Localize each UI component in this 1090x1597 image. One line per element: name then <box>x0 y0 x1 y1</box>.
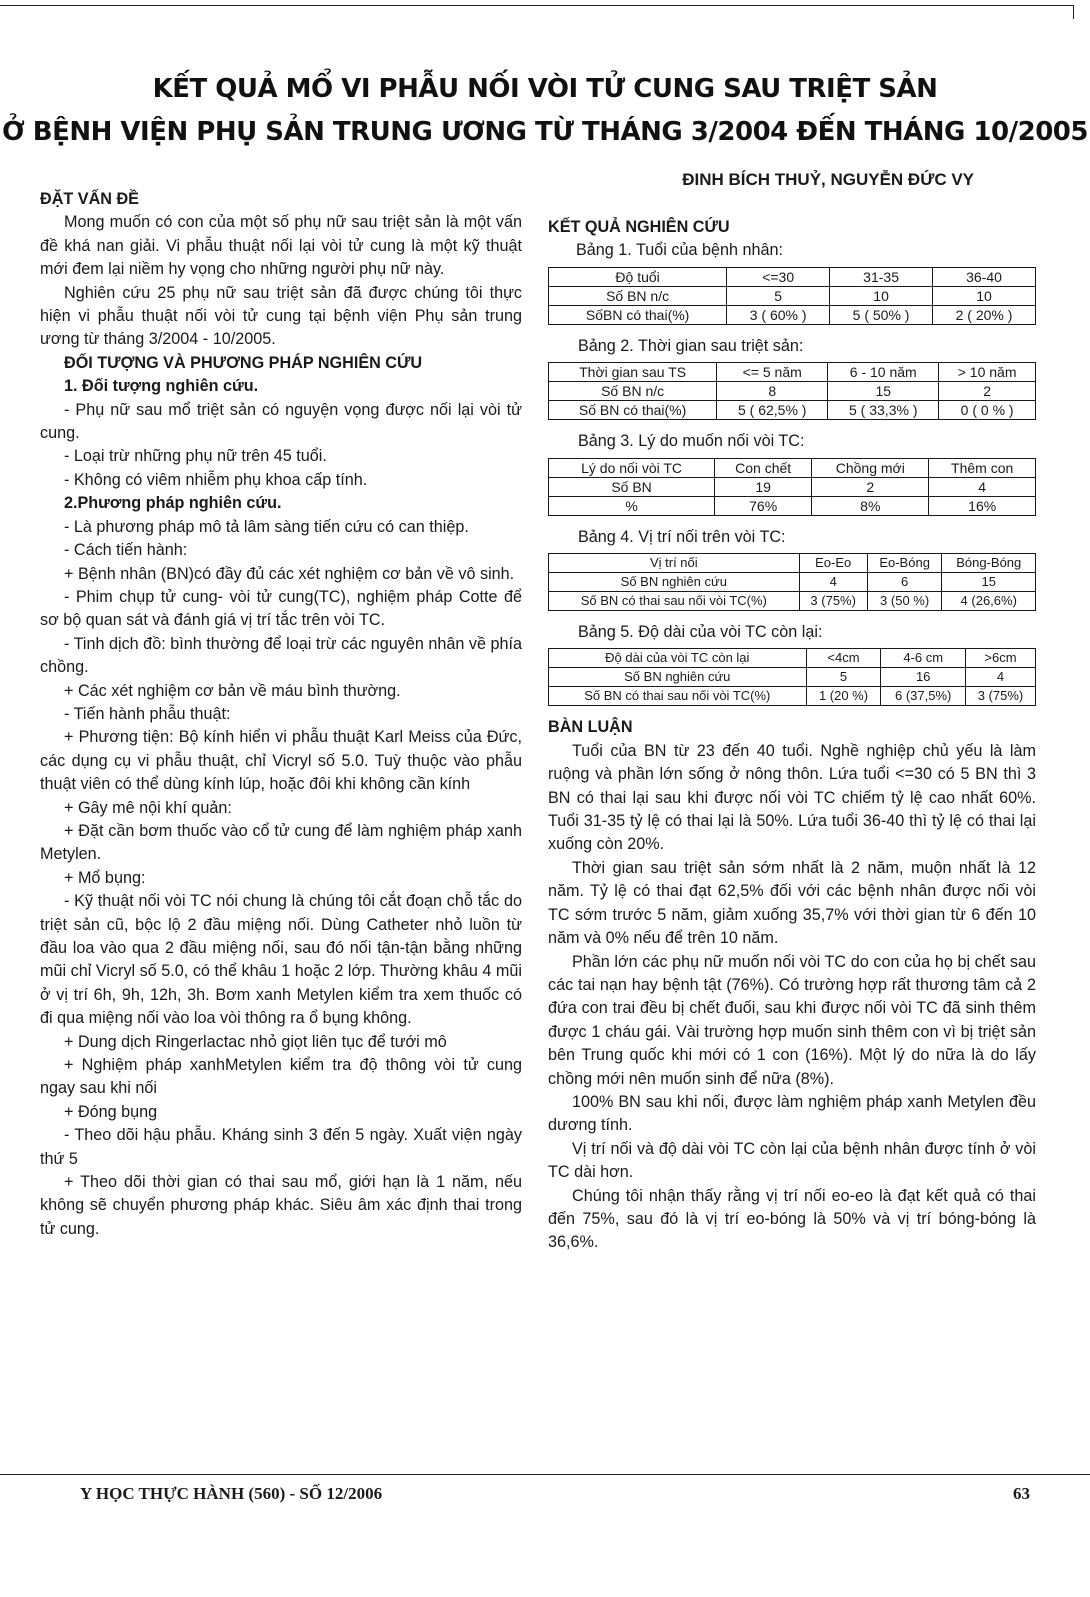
table-cell: 6 (37,5%) <box>881 687 966 706</box>
table-cell: Số BN nghiên cứu <box>549 668 807 687</box>
authors: ĐINH BÍCH THUỶ, NGUYỄN ĐỨC VY <box>682 170 974 189</box>
table-2-time-since-sterilization <box>548 362 1036 420</box>
table-cell: Số BN có thai sau nối vòi TC(%) <box>549 592 800 611</box>
table-cell: <=30 <box>727 267 830 286</box>
table-cell: Số BN n/c <box>549 382 717 401</box>
discussion-paragraph-5: Vị trí nối và độ dài vòi TC còn lại của bệnh nhân được tính ở vòi TC dài hơn. <box>548 1139 1036 1182</box>
table-cell: Số BN <box>549 477 715 496</box>
table-cell: 8 <box>717 382 828 401</box>
table-row <box>549 382 1036 401</box>
table-cell: 3 (75%) <box>799 592 867 611</box>
table-cell: Số BN n/c <box>549 286 727 305</box>
table-cell: 4 <box>965 668 1035 687</box>
table-cell: 3 (50 %) <box>867 592 942 611</box>
method-item-13: + Dung dịch Ringerlactac nhỏ giọt liên tục để tưới mô <box>64 1032 447 1051</box>
table-cell: 4 <box>929 477 1036 496</box>
table-5-caption: Bảng 5. Độ dài của vòi TC còn lại: <box>578 623 823 642</box>
method-item-2: - Cách tiến hành: <box>64 541 188 560</box>
method-item-12: - Kỹ thuật nối vòi TC nói chung là chúng tôi cắt đoạn chỗ tắc do triệt sản cũ, bộc lộ 2 đầu miệng nối. Dùng Catheter nhỏ luồn từ đầu loa vào qua 2 đầu miệng nối, sau đó nối tận-tận bằng những mũi chỉ Vicryl số 5.0, có thể khâu 1 hoặc 2 lớp. Thường khâu 4 mũi ở vị trí 6h, 9h, 12h, 3h. Bơm xanh Metylen kiểm tra xem thuốc có đi qua miệng nối vào loa vòi thông ra ổ bụng không. <box>40 892 522 1028</box>
table-row <box>549 363 1036 382</box>
table-cell: 2 ( 20% ) <box>933 305 1036 324</box>
discussion-paragraph-1: Tuổi của BN từ 23 đến 40 tuổi. Nghề nghiệp chủ yếu là làm ruộng và phần lớn sống ở nông thôn. Lứa tuổi <=30 có 5 BN thì 3 BN có thai lại sau khi được nối vòi TC chiếm tỷ lệ cao nhất 60%. Tuổi 31-35 tỷ lệ có thai lại là 50%. Lứa tuổi 36-40 thì tỷ lệ có thai lại xuống còn 20%. <box>548 741 1036 854</box>
table-row <box>549 267 1036 286</box>
table-5-remaining-length <box>548 648 1036 706</box>
table-row <box>549 286 1036 305</box>
table-cell: 1 (20 %) <box>806 687 881 706</box>
intro-paragraph-2: Nghiên cứu 25 phụ nữ sau triệt sản đã được chúng tôi thực hiện vi phẫu thuật nối vòi tử cung tại bệnh viện Phụ sản trung ương từ tháng 3/2004 - 10/2005. <box>40 283 522 349</box>
table-cell: 16% <box>929 496 1036 515</box>
table-cell: 16 <box>881 668 966 687</box>
article-title-line-2: Ở BỆNH VIỆN PHỤ SẢN TRUNG ƯƠNG TỪ THÁNG 3/2004 ĐẾN THÁNG 10/2005 <box>2 117 1088 147</box>
table-cell: Số BN nghiên cứu <box>549 573 800 592</box>
top-rule-tick <box>1073 5 1075 19</box>
method-item-16: - Theo dõi hậu phẫu. Kháng sinh 3 đến 5 ngày. Xuất viện ngày thứ 5 <box>40 1126 522 1168</box>
method-item-6: + Các xét nghiệm cơ bản về máu bình thường. <box>64 681 401 700</box>
heading-methods: ĐỐI TƯỢNG VÀ PHƯƠNG PHÁP NGHIÊN CỨU <box>64 353 423 372</box>
table-cell: <= 5 năm <box>717 363 828 382</box>
table-row <box>549 687 1036 706</box>
method-item-17: + Theo dõi thời gian có thai sau mổ, giới hạn là 1 năm, nếu không sẽ chuyển phương pháp khác. Siêu âm xác định thai trong tử cung. <box>40 1173 522 1238</box>
table-row <box>549 305 1036 324</box>
table-cell: Độ tuổi <box>549 267 727 286</box>
method-item-7: - Tiến hành phẫu thuật: <box>64 704 231 723</box>
table-cell: 19 <box>715 477 812 496</box>
table-cell: 15 <box>828 382 939 401</box>
table-row <box>549 649 1036 668</box>
method-item-4: - Phim chụp tử cung- vòi tử cung(TC), nghiệm pháp Cotte để sơ bộ quan sát và đánh giá vị trí tắc trên vòi TC. <box>40 587 522 630</box>
subheading-subjects: 1. Đối tượng nghiên cứu. <box>64 377 259 396</box>
table-row <box>549 401 1036 420</box>
table-cell: 5 ( 50% ) <box>830 305 933 324</box>
article-title-line-1: KẾT QUẢ MỔ VI PHẪU NỐI VÒI TỬ CUNG SAU TRIỆT SẢN <box>152 74 938 104</box>
table-cell: 10 <box>830 286 933 305</box>
table-cell: Eo-Eo <box>799 554 867 573</box>
method-item-10: + Đặt cần bơm thuốc vào cổ tử cung để làm nghiệm pháp xanh Metylen. <box>40 821 522 864</box>
heading-results: KẾT QUẢ NGHIÊN CỨU <box>548 218 730 236</box>
subjects-item-3: - Không có viêm nhiễm phụ khoa cấp tính. <box>64 470 368 489</box>
table-cell: Thêm con <box>929 458 1036 477</box>
method-item-8: + Phương tiện: Bộ kính hiển vi phẫu thuật Karl Meiss của Đức, các dụng cụ vi phẫu thuật, chỉ Vicryl số 5.0. Tuỳ thuộc vào phẫu thuật viên có thể dùng kính lúp, hoặc đôi khi không cần kính <box>40 728 522 794</box>
table-row <box>549 458 1036 477</box>
discussion-paragraph-3: Phần lớn các phụ nữ muốn nối vòi TC do con của họ bị chết sau các tai nạn hay bệnh tật (76%). Có trường hợp rất thương tâm cả 2 đứa con trai đều bị chết đuối, sau khi được nối vòi TC đã sinh thêm được 1 cháu gái. Vài trường hợp muốn sinh thêm con vì bị triệt sản bên Trung quốc khi mới có 1 con (16%). Một lý do nữa là do lấy chồng mới nên muốn sinh để nữa (8%). <box>548 952 1036 1088</box>
table-cell: > 10 năm <box>939 363 1036 382</box>
discussion-paragraph-4: 100% BN sau khi nối, được làm nghiệm pháp xanh Metylen đều dương tính. <box>548 1092 1036 1135</box>
table-cell: 2 <box>812 477 929 496</box>
table-row <box>549 477 1036 496</box>
table-cell: % <box>549 496 715 515</box>
table-cell: 3 ( 60% ) <box>727 305 830 324</box>
table-3-reasons <box>548 458 1036 516</box>
table-cell: 5 <box>727 286 830 305</box>
table-cell: Lý do nối vòi TC <box>549 458 715 477</box>
table-cell: Eo-Bóng <box>867 554 942 573</box>
table-4-anastomosis-site <box>548 553 1036 611</box>
table-1-age <box>548 267 1036 325</box>
table-cell: <4cm <box>806 649 881 668</box>
subheading-method: 2.Phương pháp nghiên cứu. <box>64 494 282 513</box>
journal-footer: Y HỌC THỰC HÀNH (560) - SỐ 12/2006 <box>80 1484 383 1503</box>
table-cell: 15 <box>942 573 1036 592</box>
table-row <box>549 592 1036 611</box>
left-column <box>40 188 522 1241</box>
table-cell: 76% <box>715 496 812 515</box>
table-cell: 36-40 <box>933 267 1036 286</box>
table-cell: Con chết <box>715 458 812 477</box>
table-cell: 2 <box>939 382 1036 401</box>
table-cell: Số BN có thai(%) <box>549 401 717 420</box>
table-row <box>549 554 1036 573</box>
intro-paragraph-1: Mong muốn có con của một số phụ nữ sau triệt sản là một vấn đề khá nan giải. Vi phẫu thuật nối lại vòi tử cung là một kỹ thuật mới đem lại niềm hy vọng cho những người phụ nữ này. <box>40 213 522 279</box>
table-cell: 4 <box>799 573 867 592</box>
table-cell: 8% <box>812 496 929 515</box>
method-item-15: + Đóng bụng <box>64 1102 158 1121</box>
table-cell: 4 (26,6%) <box>942 592 1036 611</box>
heading-discussion: BÀN LUẬN <box>548 718 633 737</box>
table-cell: 10 <box>933 286 1036 305</box>
table-row <box>549 496 1036 515</box>
table-cell: Độ dài của vòi TC còn lại <box>549 649 807 668</box>
subjects-item-1: - Phụ nữ sau mổ triệt sản có nguyện vọng được nối lại vòi tử cung. <box>40 400 522 443</box>
page-number: 63 <box>1013 1484 1030 1503</box>
table-cell: SốBN có thai(%) <box>549 305 727 324</box>
method-item-14: + Nghiệm pháp xanhMetylen kiểm tra độ thông vòi tử cung ngay sau khi nối <box>40 1056 522 1098</box>
table-cell: Vị trí nối <box>549 554 800 573</box>
subjects-item-2: - Loại trừ những phụ nữ trên 45 tuổi. <box>64 447 327 466</box>
table-row <box>549 573 1036 592</box>
method-item-11: + Mổ bụng: <box>64 868 146 887</box>
discussion-paragraph-2: Thời gian sau triệt sản sớm nhất là 2 năm, muộn nhất là 12 năm. Tỷ lệ có thai đạt 62,5% đối với các bệnh nhân được nối vòi TC sớm trước 5 năm, giảm xuống 35,7% với thời gian từ 6 đến 10 năm và 0% nếu để trên 10 năm. <box>548 858 1036 948</box>
table-4-caption: Bảng 4. Vị trí nối trên vòi TC: <box>578 527 786 546</box>
table-cell: Bóng-Bóng <box>942 554 1036 573</box>
table-cell: Số BN có thai sau nối vòi TC(%) <box>549 687 807 706</box>
table-cell: 0 ( 0 % ) <box>939 401 1036 420</box>
method-item-1: - Là phương pháp mô tả lâm sàng tiến cứu có can thiệp. <box>64 517 469 536</box>
table-1-caption: Bảng 1. Tuổi của bệnh nhân: <box>576 241 784 260</box>
method-item-5: - Tinh dịch đồ: bình thường để loại trừ các nguyên nhân về phía chồng. <box>40 634 522 677</box>
heading-introduction: ĐẶT VẤN ĐỀ <box>40 190 139 208</box>
right-column <box>548 216 1036 1255</box>
top-rule <box>0 5 1074 6</box>
table-cell: 3 (75%) <box>965 687 1035 706</box>
method-item-3: + Bệnh nhân (BN)có đầy đủ các xét nghiệm cơ bản về vô sinh. <box>64 564 515 583</box>
discussion-paragraph-6: Chúng tôi nhận thấy rằng vị trí nối eo-eo là đạt kết quả có thai đến 75%, sau đó là vị trí eo-bóng là 50% và vị trí bóng-bóng là 36,6%. <box>548 1186 1036 1252</box>
footer-rule <box>0 1474 1090 1475</box>
table-cell: 5 <box>806 668 881 687</box>
table-cell: 31-35 <box>830 267 933 286</box>
method-item-9: + Gây mê nội khí quản: <box>64 798 232 817</box>
table-cell: 6 <box>867 573 942 592</box>
table-cell: 5 ( 62,5% ) <box>717 401 828 420</box>
table-3-caption: Bảng 3. Lý do muốn nối vòi TC: <box>578 432 805 451</box>
table-2-caption: Bảng 2. Thời gian sau triệt sản: <box>578 336 804 355</box>
table-cell: >6cm <box>965 649 1035 668</box>
table-cell: 5 ( 33,3% ) <box>828 401 939 420</box>
table-cell: Thời gian sau TS <box>549 363 717 382</box>
table-cell: 6 - 10 năm <box>828 363 939 382</box>
table-cell: Chồng mới <box>812 458 929 477</box>
table-cell: 4-6 cm <box>881 649 966 668</box>
table-row <box>549 668 1036 687</box>
